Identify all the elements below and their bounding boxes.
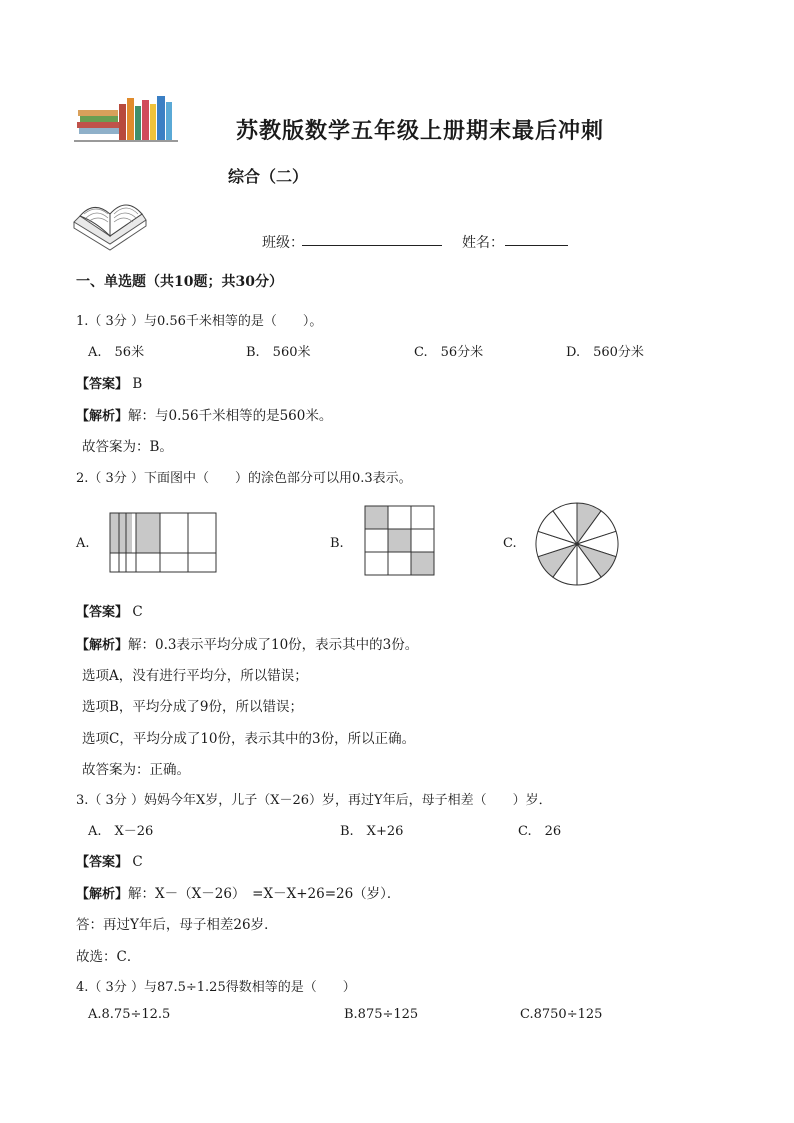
page-subtitle: 综合（二） bbox=[228, 167, 309, 186]
q2-conclusion: 故答案为：正确。 bbox=[82, 762, 190, 778]
q3-analysis-tag: 【解析】 bbox=[76, 887, 129, 902]
name-label: 姓名： bbox=[462, 235, 504, 251]
q1-option-c[interactable]: C. 56分米 bbox=[414, 345, 484, 360]
q2-option-c-label[interactable]: C. bbox=[503, 536, 517, 551]
q2-option-b-label[interactable]: B. bbox=[330, 536, 344, 551]
q1-analysis: 解：与0.56千米相等的是560米。 bbox=[128, 408, 333, 424]
q4-stem: 4.（ 3分 ）与87.5÷1.25得数相等的是（ ） bbox=[76, 980, 356, 995]
q3-option-b[interactable]: B. X+26 bbox=[340, 824, 404, 839]
q2-analysis-tag: 【解析】 bbox=[76, 638, 129, 653]
q2-figure-a bbox=[108, 512, 218, 574]
class-field[interactable] bbox=[302, 244, 442, 246]
q4-option-c[interactable]: C.8750÷125 bbox=[520, 1007, 603, 1022]
q2-figure-b bbox=[364, 505, 436, 577]
q2-answer-tag: 【答案】 bbox=[76, 605, 129, 620]
grid-cell-shaded bbox=[388, 529, 411, 552]
q2-figure-c bbox=[533, 500, 621, 588]
q3-reply: 答：再过Y年后，母子相差26岁． bbox=[76, 917, 278, 933]
q3-analysis: 解：X－（X－26） =X－X+26=26（岁）． bbox=[128, 886, 401, 902]
page-title: 苏教版数学五年级上册期末最后冲刺 bbox=[236, 118, 605, 144]
q1-answer: B bbox=[132, 376, 143, 392]
q1-option-b[interactable]: B. 560米 bbox=[246, 345, 311, 360]
q2-option-a-label[interactable]: A. bbox=[76, 536, 90, 551]
books-illustration bbox=[74, 94, 178, 142]
q2-line-b: 选项B，平均分成了9份，所以错误； bbox=[82, 699, 304, 715]
grid-cell-shaded bbox=[411, 552, 434, 575]
grid-cell bbox=[388, 506, 411, 529]
q3-conclusion: 故选：C． bbox=[76, 949, 141, 965]
q2-analysis: 解：0.3表示平均分成了10份，表示其中的3份。 bbox=[128, 637, 419, 653]
q1-conclusion: 故答案为：B。 bbox=[82, 439, 173, 455]
grid-cell bbox=[388, 552, 411, 575]
grid-cell-shaded bbox=[365, 506, 388, 529]
q1-answer-tag: 【答案】 bbox=[76, 377, 129, 392]
q1-analysis-tag: 【解析】 bbox=[76, 409, 129, 424]
grid-cell bbox=[411, 529, 434, 552]
q1-option-d[interactable]: D. 560分米 bbox=[566, 345, 644, 360]
q3-option-c[interactable]: C. 26 bbox=[518, 824, 562, 839]
q3-answer: C bbox=[132, 854, 143, 870]
q1-stem: 1.（ 3分 ）与0.56千米相等的是（ ）。 bbox=[76, 314, 323, 329]
class-label: 班级： bbox=[262, 235, 304, 251]
grid-cell bbox=[365, 529, 388, 552]
section-heading: 一、单选题（共10题；共30分） bbox=[76, 274, 283, 290]
grid-cell bbox=[411, 506, 434, 529]
q2-line-c: 选项C，平均分成了10份，表示其中的3份，所以正确。 bbox=[82, 731, 416, 747]
q1-option-a[interactable]: A. 56米 bbox=[88, 345, 145, 360]
name-field[interactable] bbox=[505, 244, 568, 246]
q3-stem: 3.（ 3分 ）妈妈今年X岁，儿子（X－26）岁，再过Y年后，母子相差（ ）岁． bbox=[76, 793, 552, 808]
q3-answer-tag: 【答案】 bbox=[76, 855, 129, 870]
open-book-illustration bbox=[70, 192, 152, 256]
q3-option-a[interactable]: A. X－26 bbox=[88, 824, 154, 839]
q2-stem: 2.（ 3分 ）下面图中（ ）的涂色部分可以用0.3表示。 bbox=[76, 471, 412, 486]
q2-answer: C bbox=[132, 604, 143, 620]
q4-option-a[interactable]: A.8.75÷12.5 bbox=[88, 1007, 171, 1022]
q4-option-b[interactable]: B.875÷125 bbox=[344, 1007, 419, 1022]
grid-cell bbox=[365, 552, 388, 575]
q2-line-a: 选项A，没有进行平均分，所以错误； bbox=[82, 668, 308, 684]
